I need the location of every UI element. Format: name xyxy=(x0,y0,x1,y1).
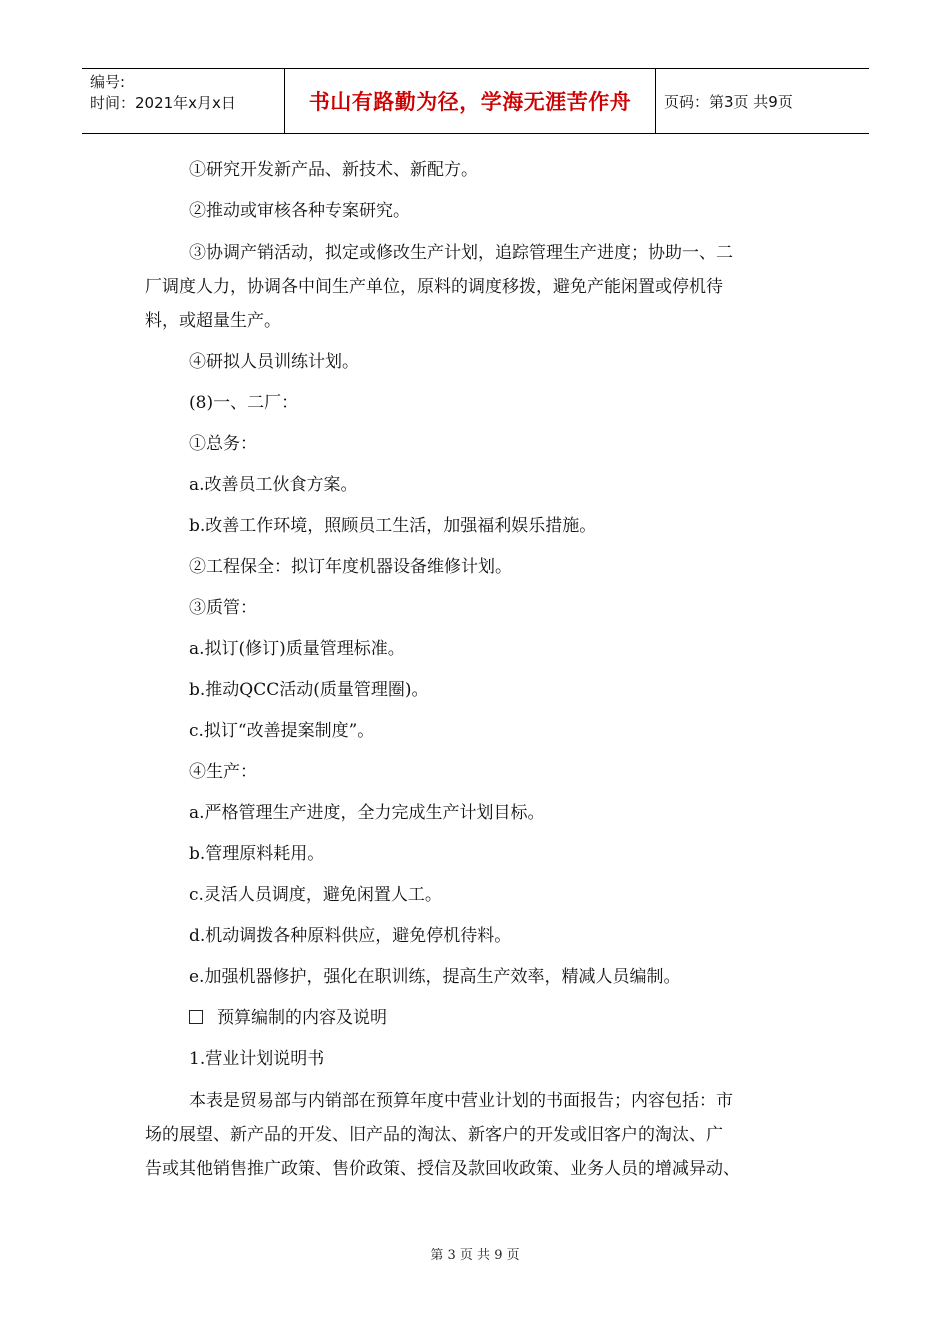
line-10: b.改善工作环境，照顾员工生活，加强福利娱乐措施。 xyxy=(189,516,597,536)
line-19: c.灵活人员调度，避免闲置人工。 xyxy=(189,885,442,905)
line-7: (8)一、二厂： xyxy=(189,393,299,413)
number-label: 编号: xyxy=(90,73,126,91)
line-8: ①总务： xyxy=(189,434,257,454)
header-right xyxy=(656,69,869,133)
line-11: ②工程保全：拟订年度机器设备维修计划。 xyxy=(189,557,512,577)
line-2: ②推动或审核各种专案研究。 xyxy=(189,201,410,221)
line-20: d.机动调拨各种原料供应，避免停机待料。 xyxy=(189,926,512,946)
page-header xyxy=(82,68,869,134)
section-heading-text: 预算编制的内容及说明 xyxy=(217,1008,387,1028)
motto-text: 书山有路勤为径，学海无涯苦作舟 xyxy=(308,90,632,114)
line-24: 本表是贸易部与内销部在预算年度中营业计划的书面报告；内容包括：市 xyxy=(189,1091,733,1111)
page-footer: 第 3 页 共 9 页 xyxy=(430,1248,520,1263)
line-21: e.加强机器修护，强化在职训练，提高生产效率，精减人员编制。 xyxy=(189,967,681,987)
time-label: 时间：2021年x月x日 xyxy=(90,94,236,112)
page-label: 页码：第3页 共9页 xyxy=(664,92,793,111)
line-3: ③协调产销活动，拟定或修改生产计划，追踪管理生产进度；协助一、二 xyxy=(189,243,733,263)
line-15: c.拟订“改善提案制度”。 xyxy=(189,721,375,741)
header-motto xyxy=(284,69,656,133)
line-25: 场的展望、新产品的开发、旧产品的淘汰、新客户的开发或旧客户的淘汰、广 xyxy=(145,1125,723,1145)
line-12: ③质管： xyxy=(189,598,257,618)
line-23: 1.营业计划说明书 xyxy=(189,1049,325,1069)
section-heading xyxy=(145,998,825,1039)
line-16: ④生产： xyxy=(189,762,257,782)
line-6: ④研拟人员训练计划。 xyxy=(189,352,359,372)
document-body xyxy=(145,150,825,1186)
line-9: a.改善员工伙食方案。 xyxy=(189,475,358,495)
line-17: a.严格管理生产进度，全力完成生产计划目标。 xyxy=(189,803,545,823)
line-14: b.推动QCC活动(质量管理圈)。 xyxy=(189,680,429,700)
line-13: a.拟订(修订)质量管理标准。 xyxy=(189,639,405,659)
line-26: 告或其他销售推广政策、售价政策、授信及款回收政策、业务人员的增减异动、 xyxy=(145,1159,740,1179)
line-18: b.管理原料耗用。 xyxy=(189,844,325,864)
line-5: 料，或超量生产。 xyxy=(145,311,281,331)
line-1: ①研究开发新产品、新技术、新配方。 xyxy=(189,160,478,180)
line-4: 厂调度人力，协调各中间生产单位，原料的调度移拨，避免产能闲置或停机待 xyxy=(145,277,723,297)
checkbox-icon xyxy=(189,1010,203,1024)
header-left xyxy=(82,69,284,133)
